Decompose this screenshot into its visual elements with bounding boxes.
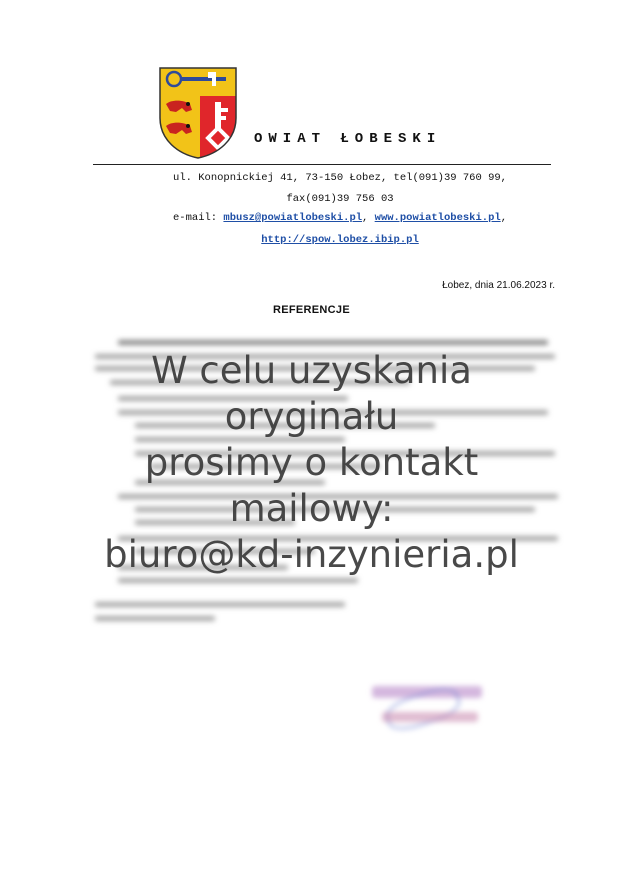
contact-overlay (0, 348, 623, 577)
website-link[interactable]: www.powiatlobeski.pl (374, 212, 501, 224)
fax-line: fax(091)39 756 03 (286, 193, 394, 205)
separator-text: , (362, 212, 375, 224)
document-date: Łobez, dnia 21.06.2023 r. (442, 280, 555, 291)
overlay-email[interactable]: biuro@kd-inzynieria.pl (104, 532, 519, 576)
document-title: REFERENCJE (273, 304, 350, 316)
organization-name: OWIAT ŁOBESKI (254, 131, 442, 147)
overlay-line: prosimy o kontakt (144, 440, 479, 484)
email-label: e-mail: (173, 212, 224, 224)
address-line: ul. Konopnickiej 41, 73-150 Łobez, tel(091)39 760 99, (173, 172, 507, 184)
overlay-line: oryginału (224, 394, 399, 438)
trailing-comma: , (500, 212, 507, 224)
overlay-line: W celu uzyskania (151, 349, 472, 392)
email-link[interactable]: mbusz@powiatlobeski.pl (223, 212, 363, 224)
overlay-line: mailowy: (229, 486, 394, 530)
bip-link[interactable]: http://spow.lobez.ibip.pl (261, 234, 419, 246)
